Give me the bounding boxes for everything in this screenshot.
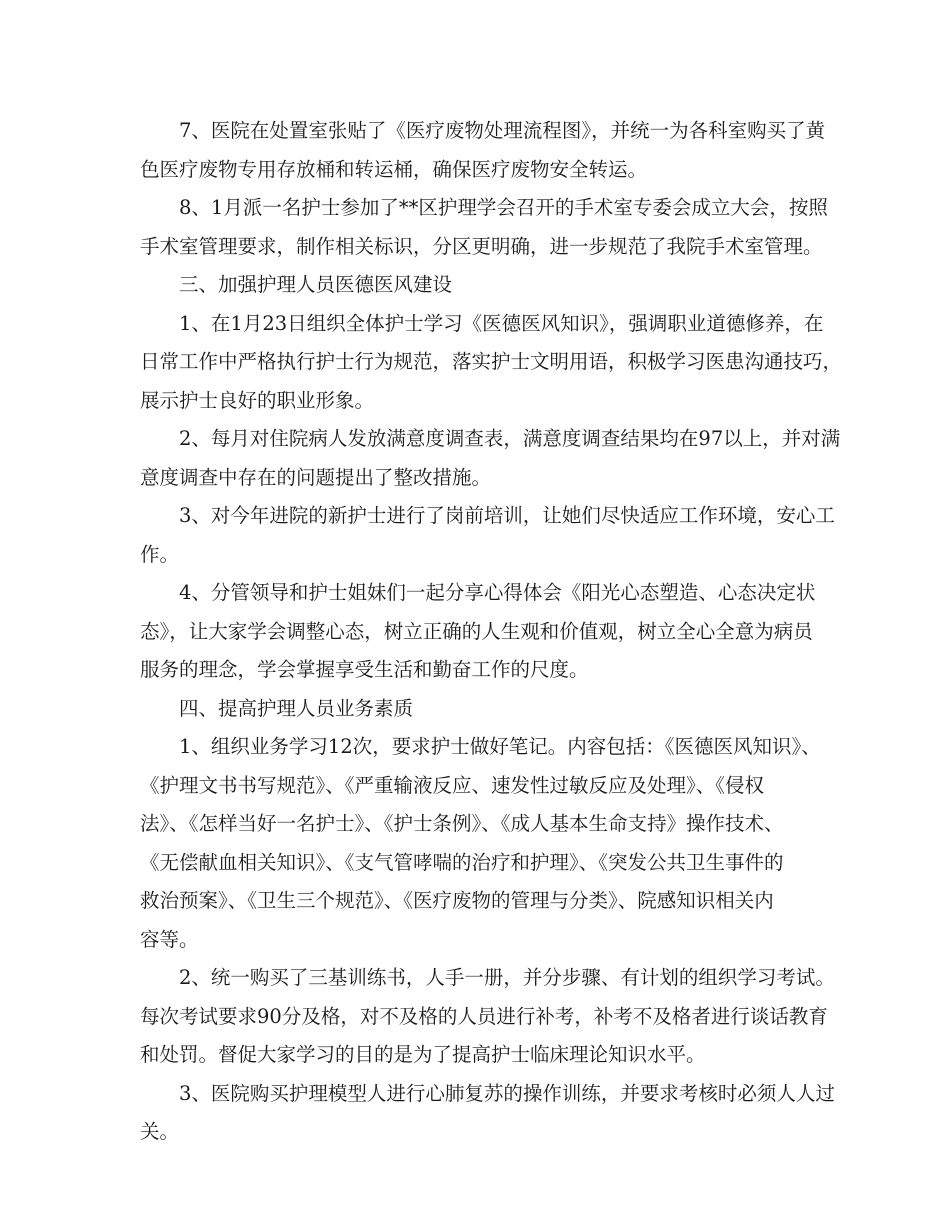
- paragraph: [140, 420, 841, 497]
- text-line: 1、在1月23日组织全体护士学习《医德医风知识》，强调职业道德修养，在: [179, 311, 824, 335]
- text-line: 服务的理念，学会掌握享受生活和勤奋工作的尺度。: [140, 658, 589, 681]
- text-line: 《无偿献血相关知识》、《支气管哮喘的治疗和护理》、《突发公共卫生事件的: [140, 850, 784, 874]
- paragraph: [140, 497, 835, 574]
- paragraph: [140, 305, 843, 421]
- text-line: 展示护士良好的职业形象。: [140, 388, 375, 412]
- text-line: 日常工作中严格执行护士行为规范，落实护士文明用语，积极学习医患沟通技巧，: [140, 350, 843, 373]
- text-line: 《护理文书书写规范》、《严重输液反应、速发性过敏反应及处理》、《侵权: [140, 773, 765, 797]
- paragraph: [140, 728, 821, 959]
- text-line: 色医疗废物专用存放桶和转运桶，确保医疗废物安全转运。: [140, 157, 648, 181]
- text-line: 1、组织业务学习12次，要求护士做好笔记。内容包括：《医德医风知识》、: [179, 735, 821, 758]
- text-line: 容等。: [140, 927, 199, 951]
- text-line: 4、分管领导和护士姐妹们一起分享心得体会《阳光心态塑造、心态决定状: [179, 581, 816, 604]
- text-line: 3、对今年进院的新护士进行了岗前培训，让她们尽快适应工作环境，安心工: [179, 504, 835, 527]
- paragraph: [140, 690, 810, 729]
- text-line: 3、医院购买护理模型人进行心肺复苏的操作训练，并要求考核时必须人人过: [179, 1081, 835, 1105]
- text-line: 救治预案》、《卫生三个规范》、《医疗废物的管理与分类》、院感知识相关内: [140, 889, 774, 912]
- text-line: 手术室管理要求，制作相关标识，分区更明确，进一步规范了我院手术室管理。: [140, 234, 823, 258]
- document-body: [140, 112, 843, 1152]
- text-line: 2、统一购买了三基训练书，人手一册，并分步骤、有计划的组织学习考试。: [179, 966, 835, 989]
- text-line: 2、每月对住院病人发放满意度调查表，满意度调查结果均在97以上，并对满: [179, 427, 841, 450]
- text-line: 8、1月派一名护士参加了**区护理学会召开的手术室专委会成立大会，按照: [179, 196, 828, 219]
- text-line: 每次考试要求90分及格，对不及格的人员进行补考，补考不及格者进行谈话教育: [140, 1004, 828, 1028]
- paragraph: [140, 266, 810, 305]
- text-line: 7、医院在处置室张贴了《医疗废物处理流程图》，并统一为各科室购买了黄: [179, 119, 826, 142]
- text-line: 意度调查中存在的问题提出了整改措施。: [140, 465, 492, 489]
- text-line: 态》，让大家学会调整心态，树立正确的人生观和价值观，树立全心全意为病员: [140, 619, 813, 643]
- paragraph: [140, 959, 835, 1075]
- text-line: 三、加强护理人员医德医风建设: [179, 273, 453, 296]
- paragraph: [140, 1075, 835, 1152]
- paragraph: [140, 112, 826, 189]
- text-line: 四、提高护理人员业务素质: [179, 696, 414, 720]
- text-line: 作。: [140, 542, 180, 566]
- paragraph: [140, 189, 828, 266]
- text-line: 关。: [140, 1120, 180, 1143]
- text-line: 和处罚。督促大家学习的目的是为了提高护士临床理论知识水平。: [140, 1043, 706, 1066]
- paragraph: [140, 574, 816, 690]
- text-line: 法》、《怎样当好一名护士》、《护士条例》、《成人基本生命支持》操作技术、: [140, 812, 784, 835]
